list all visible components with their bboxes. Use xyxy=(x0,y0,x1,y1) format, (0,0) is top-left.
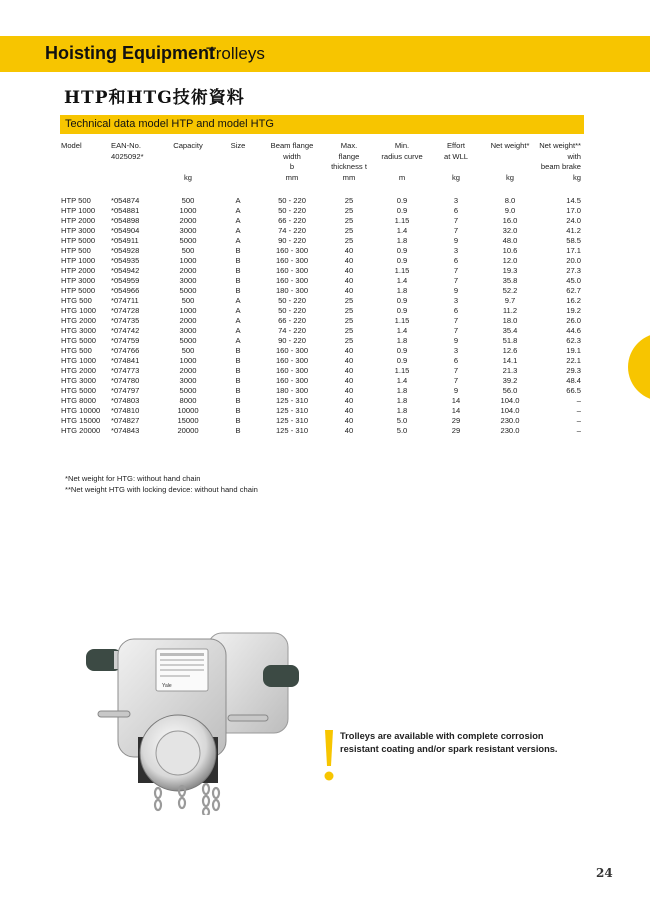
cell-effort: 3 xyxy=(453,246,459,255)
notice-text xyxy=(340,730,558,756)
cell-capacity: 2000 xyxy=(179,316,197,325)
cell-flange_width: 160 - 300 xyxy=(275,366,309,375)
cell-effort: 7 xyxy=(453,316,459,325)
roller-right xyxy=(263,665,299,687)
cell-net_weight: 48.0 xyxy=(502,236,518,245)
table-row xyxy=(60,376,582,386)
cell-model: HTG 1000 xyxy=(61,306,97,315)
cell-flange_thickness: 25 xyxy=(344,306,354,315)
cell-flange_width: 66 - 220 xyxy=(278,216,306,225)
cell-flange_thickness: 25 xyxy=(344,216,354,225)
cell-effort: 3 xyxy=(453,196,459,205)
cell-flange_thickness: 40 xyxy=(344,366,354,375)
cell-net_weight_brake: 16.2 xyxy=(566,296,581,305)
cell-size: B xyxy=(235,416,241,425)
cell-flange_width: 160 - 300 xyxy=(275,246,309,255)
cell-radius: 0.9 xyxy=(396,196,408,205)
cell-capacity: 500 xyxy=(181,346,195,355)
cell-net_weight_brake: 27.3 xyxy=(566,266,581,275)
cell-flange_width: 50 - 220 xyxy=(278,306,306,315)
section-bar xyxy=(60,115,584,134)
cell-flange_thickness: 40 xyxy=(344,386,354,395)
cell-size: B xyxy=(235,256,241,265)
cell-radius: 1.8 xyxy=(396,286,408,295)
cell-net_weight: 230.0 xyxy=(500,416,520,425)
cell-radius: 0.9 xyxy=(396,306,408,315)
cell-net_weight_brake: 41.2 xyxy=(566,226,581,235)
cell-ean: *054881 xyxy=(111,206,140,215)
cell-capacity: 5000 xyxy=(179,336,197,345)
cell-net_weight_brake: 48.4 xyxy=(566,376,581,385)
cell-radius: 0.9 xyxy=(396,206,408,215)
cell-flange_width: 160 - 300 xyxy=(275,256,309,265)
cell-radius: 1.15 xyxy=(394,266,410,275)
column-header-flange_thickness: Max. flange thickness t mm xyxy=(331,141,367,182)
cell-net_weight_brake: – xyxy=(576,396,581,405)
cell-effort: 29 xyxy=(451,416,461,425)
cell-net_weight: 11.2 xyxy=(502,306,518,315)
table-row xyxy=(60,226,582,236)
cell-size: B xyxy=(235,246,241,255)
cell-flange_thickness: 25 xyxy=(344,236,354,245)
cell-radius: 1.4 xyxy=(396,226,408,235)
cell-model: HTG 500 xyxy=(61,296,92,305)
cell-flange_thickness: 40 xyxy=(344,426,354,435)
cell-net_weight_brake: 62.7 xyxy=(566,286,581,295)
cell-radius: 0.9 xyxy=(396,246,408,255)
cell-ean: *054898 xyxy=(111,216,140,225)
cell-capacity: 2000 xyxy=(179,216,197,225)
cell-capacity: 1000 xyxy=(179,256,197,265)
table-row xyxy=(60,306,582,316)
cell-capacity: 8000 xyxy=(179,396,197,405)
cell-net_weight: 16.0 xyxy=(502,216,518,225)
cell-net_weight_brake: 44.6 xyxy=(566,326,581,335)
cell-radius: 1.8 xyxy=(396,386,408,395)
cell-net_weight_brake: 26.0 xyxy=(566,316,581,325)
cell-radius: 1.4 xyxy=(396,376,408,385)
cell-model: HTG 5000 xyxy=(61,336,97,345)
cell-radius: 1.4 xyxy=(396,326,408,335)
cell-model: HTG 2000 xyxy=(61,316,97,325)
cell-radius: 0.9 xyxy=(396,346,408,355)
cell-size: B xyxy=(235,286,241,295)
cell-model: HTG 10000 xyxy=(61,406,101,415)
header-subtitle: Trolleys xyxy=(206,44,265,63)
cell-model: HTG 3000 xyxy=(61,326,97,335)
cell-radius: 5.0 xyxy=(396,426,408,435)
cell-model: HTG 3000 xyxy=(61,376,97,385)
cell-flange_thickness: 25 xyxy=(344,206,354,215)
cell-capacity: 2000 xyxy=(179,366,197,375)
cell-size: A xyxy=(235,316,241,325)
cell-size: B xyxy=(235,346,241,355)
cell-model: HTP 2000 xyxy=(61,266,96,275)
cell-net_weight: 52.2 xyxy=(502,286,518,295)
cell-size: B xyxy=(235,376,241,385)
cell-net_weight_brake: 14.5 xyxy=(566,196,581,205)
cell-model: HTG 500 xyxy=(61,346,92,355)
table-body xyxy=(60,196,582,436)
cell-model: HTP 1000 xyxy=(61,256,96,265)
cell-effort: 6 xyxy=(453,206,459,215)
cell-effort: 6 xyxy=(453,356,459,365)
cell-capacity: 1000 xyxy=(179,356,197,365)
cell-capacity: 3000 xyxy=(179,276,197,285)
cell-model: HTG 8000 xyxy=(61,396,97,405)
cell-flange_width: 74 - 220 xyxy=(278,326,306,335)
cell-net_weight_brake: 19.2 xyxy=(566,306,581,315)
table-row xyxy=(60,276,582,286)
cell-effort: 7 xyxy=(453,226,459,235)
cell-ean: *074780 xyxy=(111,376,140,385)
side-tab xyxy=(628,333,650,401)
header-title: Hoisting Equipment xyxy=(45,43,215,63)
cell-flange_thickness: 25 xyxy=(344,196,354,205)
cell-net_weight: 12.6 xyxy=(502,346,518,355)
cell-model: HTP 3000 xyxy=(61,276,96,285)
cell-model: HTP 2000 xyxy=(61,216,96,225)
cell-capacity: 5000 xyxy=(179,286,197,295)
table-row xyxy=(60,406,582,416)
cell-flange_thickness: 25 xyxy=(344,226,354,235)
cell-ean: *074827 xyxy=(111,416,140,425)
cell-net_weight: 56.0 xyxy=(502,386,518,395)
cell-radius: 1.8 xyxy=(396,396,408,405)
column-header-capacity: Capacity kg xyxy=(173,141,203,182)
cell-radius: 5.0 xyxy=(396,416,408,425)
cell-size: B xyxy=(235,386,241,395)
cell-capacity: 15000 xyxy=(177,416,199,425)
cell-size: A xyxy=(235,226,241,235)
cell-capacity: 10000 xyxy=(177,406,199,415)
cell-radius: 0.9 xyxy=(396,356,408,365)
cell-ean: *074841 xyxy=(111,356,140,365)
cell-flange_width: 90 - 220 xyxy=(278,336,306,345)
cell-capacity: 1000 xyxy=(179,306,197,315)
cell-size: A xyxy=(235,296,241,305)
cell-effort: 7 xyxy=(453,266,459,275)
cell-flange_width: 160 - 300 xyxy=(275,356,309,365)
footnote: **Net weight HTG with locking device: without hand chain xyxy=(65,484,258,494)
cell-flange_width: 74 - 220 xyxy=(278,226,306,235)
cell-net_weight: 104.0 xyxy=(500,396,520,405)
cell-flange_width: 50 - 220 xyxy=(278,196,306,205)
cell-ean: *054911 xyxy=(111,236,139,245)
cell-net_weight_brake: 45.0 xyxy=(566,276,581,285)
cell-flange_width: 125 - 310 xyxy=(275,426,309,435)
cell-capacity: 3000 xyxy=(179,326,197,335)
cell-effort: 7 xyxy=(453,326,459,335)
cell-net_weight_brake: 22.1 xyxy=(566,356,581,365)
cell-radius: 1.8 xyxy=(396,336,408,345)
cell-net_weight: 18.0 xyxy=(502,316,518,325)
cell-flange_thickness: 25 xyxy=(344,336,354,345)
cell-net_weight: 35.4 xyxy=(502,326,518,335)
cell-net_weight_brake: 17.0 xyxy=(566,206,581,215)
cell-effort: 7 xyxy=(453,366,459,375)
cell-ean: *074735 xyxy=(111,316,140,325)
cell-radius: 0.9 xyxy=(396,256,408,265)
cell-radius: 1.15 xyxy=(394,316,410,325)
cell-flange_thickness: 40 xyxy=(344,376,354,385)
cell-flange_width: 160 - 300 xyxy=(275,346,309,355)
cell-net_weight_brake: 24.0 xyxy=(566,216,581,225)
cell-size: A xyxy=(235,336,241,345)
cell-ean: *074728 xyxy=(111,306,140,315)
cell-ean: *074843 xyxy=(111,426,140,435)
cell-size: A xyxy=(235,236,241,245)
cell-net_weight: 35.8 xyxy=(502,276,518,285)
cell-size: B xyxy=(235,426,241,435)
cell-effort: 9 xyxy=(453,386,459,395)
table-row xyxy=(60,326,582,336)
cell-ean: *054904 xyxy=(111,226,140,235)
table-header-row xyxy=(60,141,582,196)
cell-flange_width: 180 - 300 xyxy=(275,386,309,395)
cell-flange_width: 66 - 220 xyxy=(278,316,306,325)
cell-flange_thickness: 40 xyxy=(344,276,354,285)
cell-flange_width: 125 - 310 xyxy=(275,396,309,405)
cell-net_weight_brake: – xyxy=(576,426,581,435)
cell-net_weight_brake: 29.3 xyxy=(566,366,581,375)
cell-flange_thickness: 40 xyxy=(344,286,354,295)
cell-model: HTP 3000 xyxy=(61,226,96,235)
cell-flange_width: 180 - 300 xyxy=(275,286,309,295)
cell-effort: 6 xyxy=(453,256,459,265)
cell-model: HTG 15000 xyxy=(61,416,101,425)
cell-net_weight: 51.8 xyxy=(502,336,518,345)
table-row xyxy=(60,366,582,376)
column-header-effort: Effort at WLL kg xyxy=(443,141,469,182)
cell-flange_thickness: 40 xyxy=(344,396,354,405)
table-row xyxy=(60,196,582,206)
cell-effort: 3 xyxy=(453,296,459,305)
cell-ean: *074803 xyxy=(111,396,140,405)
cell-radius: 1.8 xyxy=(396,406,408,415)
cell-flange_width: 90 - 220 xyxy=(278,236,306,245)
cell-net_weight: 104.0 xyxy=(500,406,520,415)
cell-capacity: 5000 xyxy=(179,386,197,395)
cell-size: B xyxy=(235,366,241,375)
cell-model: HTG 20000 xyxy=(61,426,101,435)
table-row xyxy=(60,416,582,426)
cell-model: HTP 500 xyxy=(61,196,91,205)
cell-ean: *074766 xyxy=(111,346,140,355)
cell-flange_thickness: 40 xyxy=(344,406,354,415)
cell-effort: 14 xyxy=(451,396,461,405)
cell-flange_width: 160 - 300 xyxy=(275,266,309,275)
table-row xyxy=(60,356,582,366)
cell-flange_width: 125 - 310 xyxy=(275,416,309,425)
cell-capacity: 1000 xyxy=(179,206,197,215)
cell-size: A xyxy=(235,216,241,225)
cell-net_weight: 9.0 xyxy=(504,206,516,215)
cell-flange_width: 50 - 220 xyxy=(278,296,306,305)
table-row xyxy=(60,246,582,256)
table-row xyxy=(60,266,582,276)
cell-net_weight: 21.3 xyxy=(502,366,518,375)
cell-flange_thickness: 25 xyxy=(344,316,354,325)
footnote: *Net weight for HTG: without hand chain xyxy=(65,474,201,483)
footnotes xyxy=(65,474,258,495)
cell-capacity: 500 xyxy=(181,196,195,205)
table-row xyxy=(60,206,582,216)
cell-ean: *074810 xyxy=(111,406,140,415)
cell-net_weight: 14.1 xyxy=(502,356,518,365)
cell-ean: *074711 xyxy=(111,296,139,305)
cell-net_weight_brake: 17.1 xyxy=(566,246,581,255)
cell-ean: *054966 xyxy=(111,286,140,295)
cell-net_weight: 12.0 xyxy=(502,256,518,265)
cell-ean: *074797 xyxy=(111,386,140,395)
cell-size: B xyxy=(235,276,241,285)
photo-logo: Yale xyxy=(162,683,172,689)
cell-size: B xyxy=(235,396,241,405)
header-bar xyxy=(0,36,650,72)
table-row xyxy=(60,256,582,266)
column-header-net_weight_brake: Net weight** with beam brake kg xyxy=(539,141,581,182)
cell-flange_width: 160 - 300 xyxy=(275,376,309,385)
cell-flange_thickness: 40 xyxy=(344,356,354,365)
cell-flange_thickness: 40 xyxy=(344,266,354,275)
cell-net_weight_brake: – xyxy=(576,406,581,415)
cell-flange_thickness: 40 xyxy=(344,256,354,265)
cell-net_weight_brake: 62.3 xyxy=(566,336,581,345)
cell-size: A xyxy=(235,326,241,335)
cell-effort: 14 xyxy=(451,406,461,415)
table-row xyxy=(60,316,582,326)
table-row xyxy=(60,336,582,346)
cell-net_weight_brake: – xyxy=(576,416,581,425)
column-header-net_weight: Net weight* kg xyxy=(490,141,530,182)
cell-flange_thickness: 25 xyxy=(344,296,354,305)
cell-effort: 9 xyxy=(453,236,459,245)
cell-model: HTP 500 xyxy=(61,246,91,255)
table-row xyxy=(60,296,582,306)
cell-ean: *054959 xyxy=(111,276,140,285)
cell-flange_thickness: 40 xyxy=(344,416,354,425)
cell-size: B xyxy=(235,406,241,415)
cell-net_weight: 230.0 xyxy=(500,426,520,435)
chinese-title: HTP和HTG技術資料 xyxy=(64,88,245,108)
cell-net_weight: 9.7 xyxy=(504,296,516,305)
cell-capacity: 500 xyxy=(181,246,195,255)
cell-effort: 7 xyxy=(453,276,459,285)
cell-radius: 0.9 xyxy=(396,296,408,305)
table-row xyxy=(60,236,582,246)
cell-flange_thickness: 40 xyxy=(344,246,354,255)
cell-model: HTG 5000 xyxy=(61,386,97,395)
column-header-model: Model xyxy=(61,141,82,150)
table-row xyxy=(60,286,582,296)
table-row xyxy=(60,346,582,356)
trolley-photo xyxy=(78,625,318,815)
cell-model: HTP 1000 xyxy=(61,206,96,215)
cell-effort: 9 xyxy=(453,336,459,345)
cell-size: A xyxy=(235,206,241,215)
cell-capacity: 3000 xyxy=(179,376,197,385)
column-header-radius: Min. radius curve m xyxy=(381,141,423,182)
cell-net_weight_brake: 58.5 xyxy=(566,236,581,245)
cell-model: HTG 1000 xyxy=(61,356,97,365)
cell-radius: 1.15 xyxy=(394,366,410,375)
cell-flange_thickness: 25 xyxy=(344,326,354,335)
cell-net_weight_brake: 20.0 xyxy=(566,256,581,265)
cell-ean: *074742 xyxy=(111,326,140,335)
cell-flange_width: 125 - 310 xyxy=(275,406,309,415)
cell-net_weight: 32.0 xyxy=(502,226,518,235)
table-row xyxy=(60,396,582,406)
column-header-size: Size xyxy=(230,141,246,150)
cell-model: HTP 5000 xyxy=(61,236,96,245)
technical-data-table xyxy=(60,141,582,436)
page-number: 24 xyxy=(596,866,613,880)
cell-ean: *054942 xyxy=(111,266,140,275)
column-header-flange_width: Beam flange width b mm xyxy=(270,141,314,182)
section-title: Technical data model HTP and model HTG xyxy=(65,118,274,130)
cell-net_weight: 19.3 xyxy=(502,266,518,275)
exclamation-icon xyxy=(322,730,336,782)
cell-effort: 7 xyxy=(453,376,459,385)
cell-radius: 1.4 xyxy=(396,276,408,285)
cell-size: B xyxy=(235,356,241,365)
cell-net_weight: 39.2 xyxy=(502,376,518,385)
cell-flange_width: 160 - 300 xyxy=(275,276,309,285)
cell-model: HTG 2000 xyxy=(61,366,97,375)
cell-net_weight: 10.6 xyxy=(502,246,518,255)
table-row xyxy=(60,216,582,226)
cell-net_weight_brake: 66.5 xyxy=(566,386,581,395)
cell-effort: 7 xyxy=(453,216,459,225)
cell-net_weight_brake: 19.1 xyxy=(566,346,581,355)
cell-size: A xyxy=(235,196,241,205)
table-row xyxy=(60,426,582,436)
cell-radius: 1.8 xyxy=(396,236,408,245)
cell-effort: 3 xyxy=(453,346,459,355)
cell-flange_width: 50 - 220 xyxy=(278,206,306,215)
cell-ean: *054935 xyxy=(111,256,140,265)
cell-radius: 1.15 xyxy=(394,216,410,225)
cell-capacity: 3000 xyxy=(179,226,197,235)
cell-capacity: 2000 xyxy=(179,266,197,275)
cell-flange_thickness: 40 xyxy=(344,346,354,355)
cell-ean: *074759 xyxy=(111,336,140,345)
cell-ean: *074773 xyxy=(111,366,140,375)
cell-size: A xyxy=(235,306,241,315)
cell-capacity: 500 xyxy=(181,296,195,305)
column-header-ean: EAN-No. 4025092* xyxy=(111,141,144,161)
cell-capacity: 20000 xyxy=(177,426,199,435)
cell-capacity: 5000 xyxy=(179,236,197,245)
cell-size: B xyxy=(235,266,241,275)
cell-ean: *054928 xyxy=(111,246,140,255)
notice-line: resistant coating and/or spark resistant versions. xyxy=(340,744,558,754)
cell-model: HTP 5000 xyxy=(61,286,96,295)
notice-line: Trolleys are available with complete corrosion xyxy=(340,731,544,741)
cell-effort: 6 xyxy=(453,306,459,315)
cell-ean: *054874 xyxy=(111,196,140,205)
table-row xyxy=(60,386,582,396)
cell-effort: 9 xyxy=(453,286,459,295)
cell-effort: 29 xyxy=(451,426,461,435)
cell-net_weight: 8.0 xyxy=(504,196,516,205)
